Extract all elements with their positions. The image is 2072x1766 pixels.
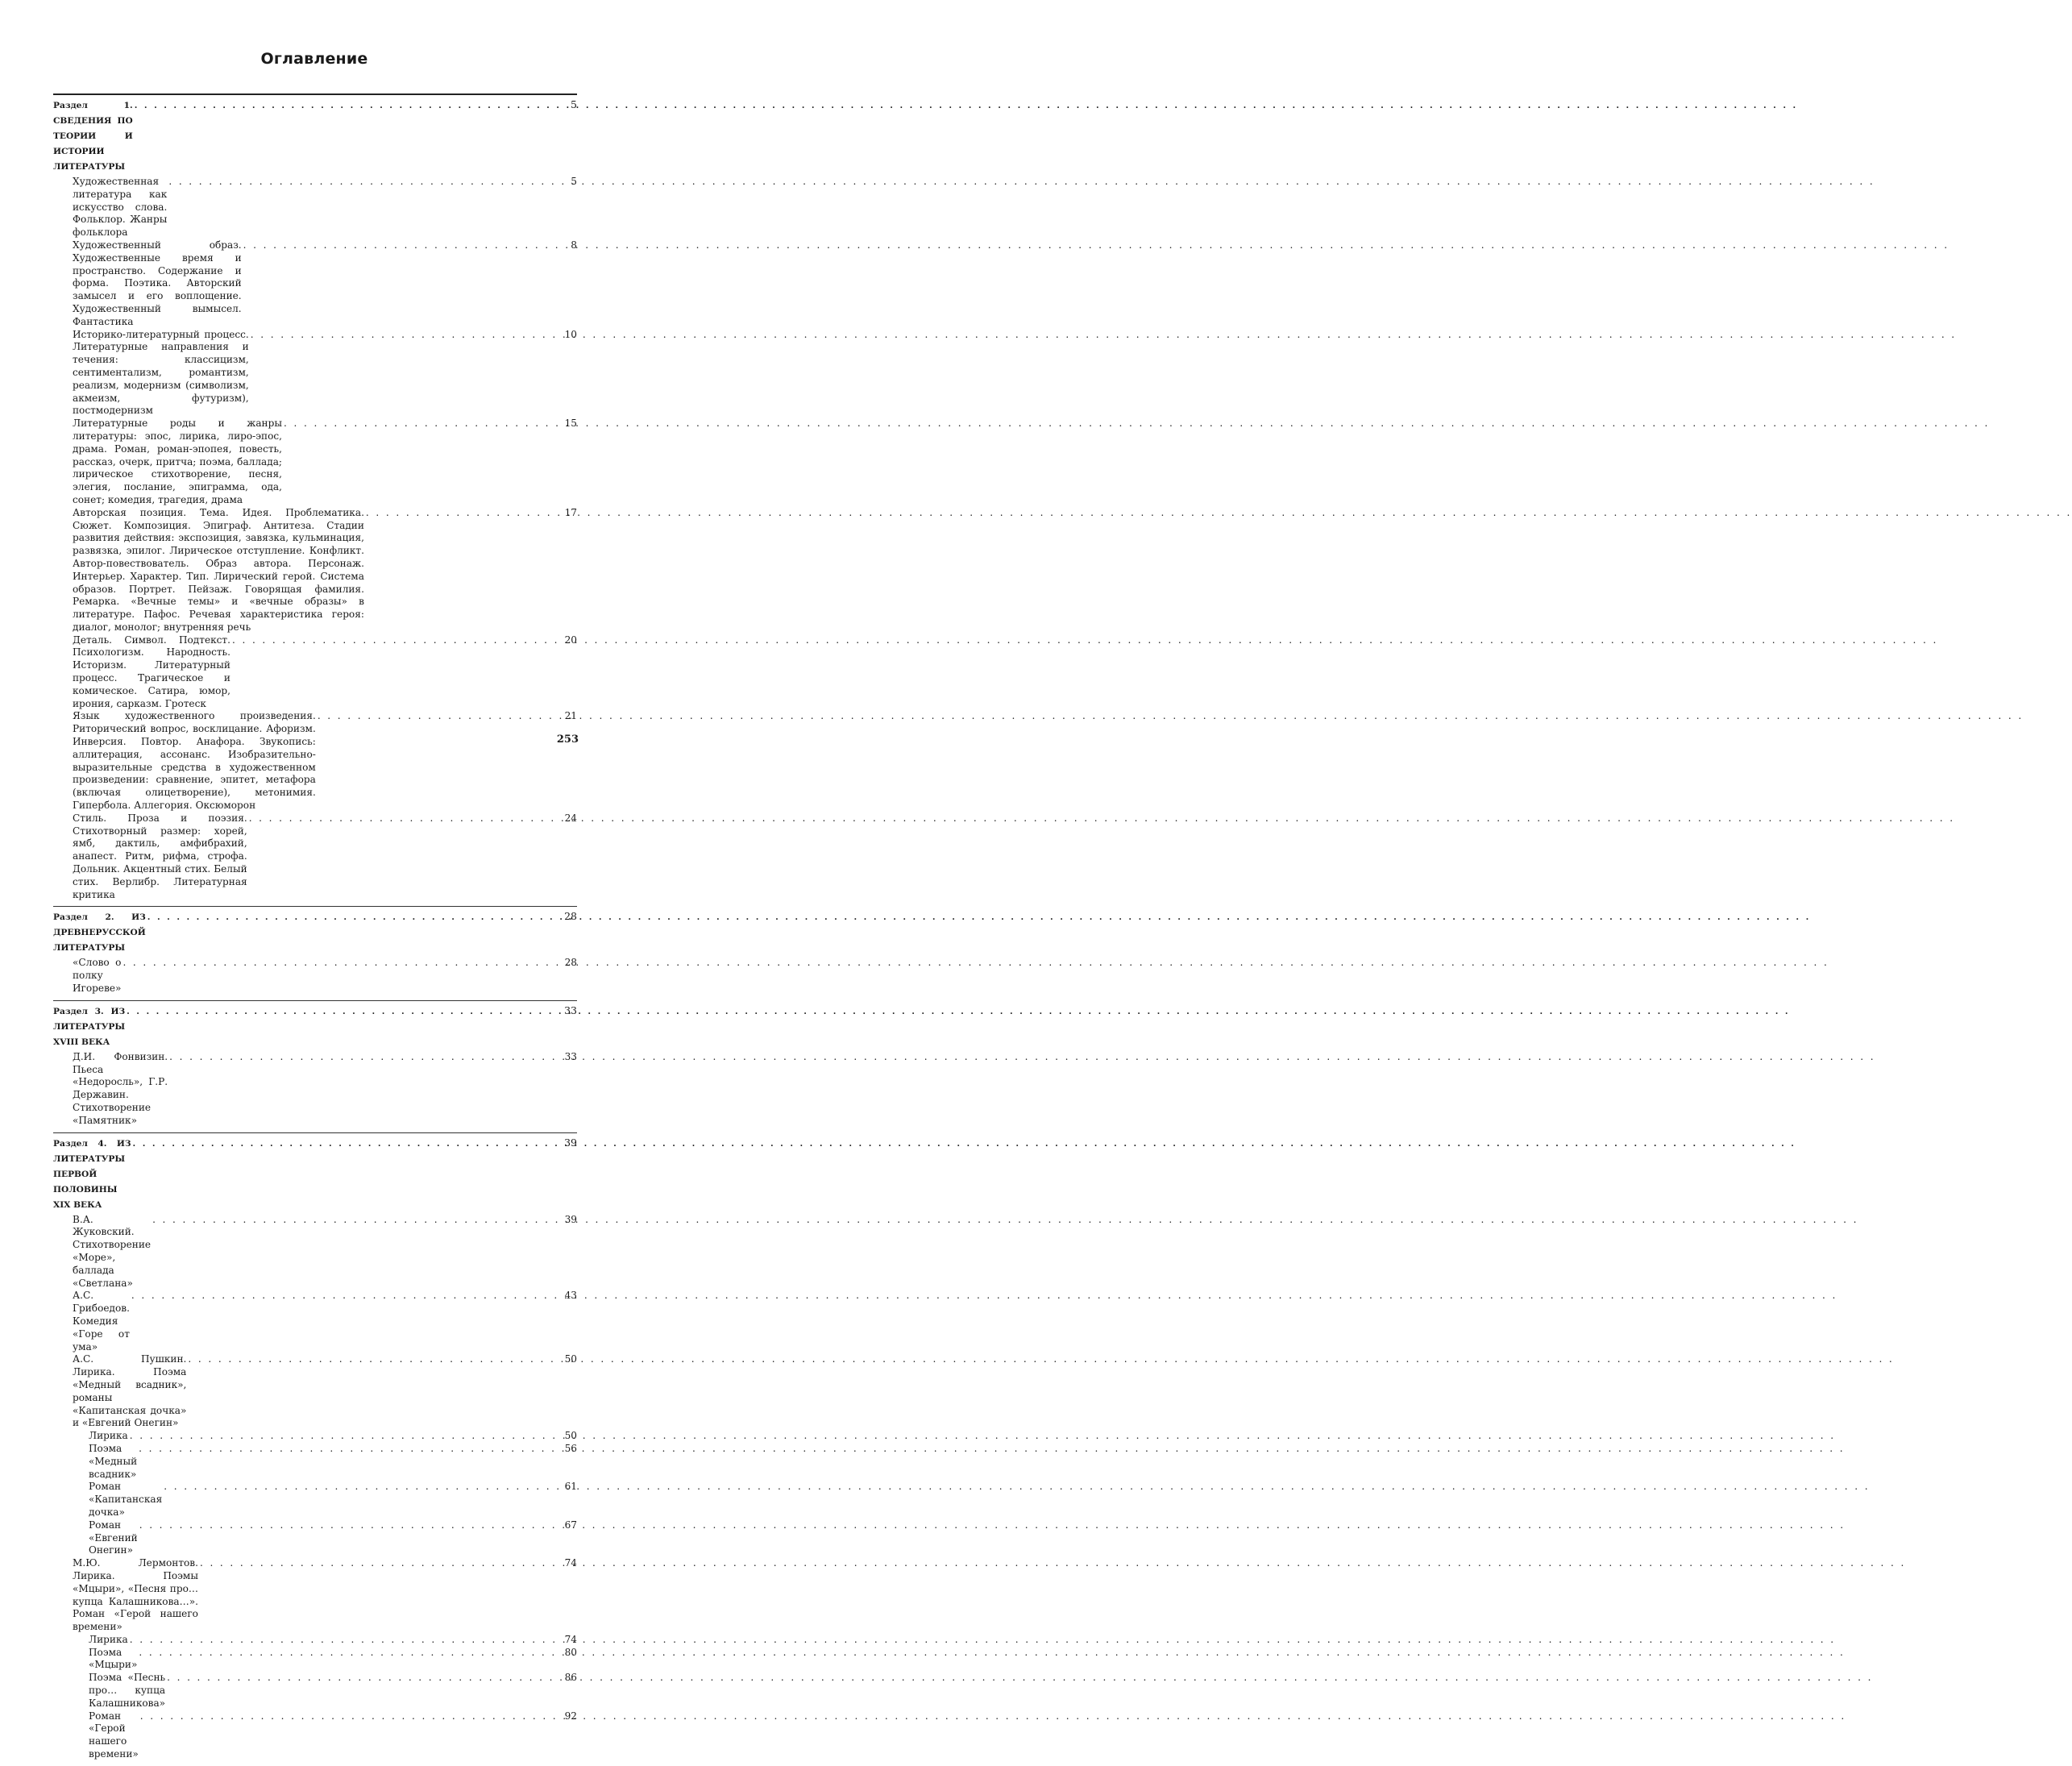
toc-subentry[interactable] xyxy=(53,1710,577,1761)
toc-subentry[interactable] xyxy=(53,1519,577,1557)
toc-section xyxy=(53,95,577,906)
entry-page-number: 5 xyxy=(571,176,577,187)
entry-page-number: 50 xyxy=(564,1430,577,1442)
entry-page-number: 33 xyxy=(564,1050,577,1062)
entry-title: М.Ю. Лермонтов. Лирика. Поэмы «Мцыри», «Песня про… купца Калашникова…». Роман «Герой нашего времени» xyxy=(73,1557,198,1633)
toc-entry[interactable] xyxy=(53,957,577,995)
leader-dots xyxy=(164,1481,558,1494)
leader-dots xyxy=(169,1051,558,1064)
entry-page-number: 43 xyxy=(564,1290,577,1302)
entry-page-number: 74 xyxy=(564,1557,577,1569)
entry-title: Авторская позиция. Тема. Идея. Проблематика. Сюжет. Композиция. Эпиграф. Антитеза. Стадии развития действия: экспозиция, завязка, кульминация, развязка, эпилог. Лирическое отступление. Конфликт. Автор-повествователь. Образ автора. Персонаж. Интерьер. Характер. Тип. Лирический герой. Система образов. Портрет. Пейзаж. Говорящая фамилия. Ремарка. «Вечные темы» и «вечные образы» в литературе. Пафос. Речевая характеристика героя: диалог, монолог; внутренняя речь xyxy=(73,506,364,633)
leader-dots xyxy=(366,507,558,520)
leader-dots xyxy=(168,176,558,189)
toc-subentry[interactable] xyxy=(53,1443,577,1481)
leader-dots xyxy=(139,1443,558,1456)
entry-page-number: 39 xyxy=(564,1213,577,1225)
entry-title: Язык художественного произведения. Риторический вопрос, восклицание. Афоризм. Инверсия. Повтор. Анафора. Звукопись: аллитерация, ассонанс. Изобразительно-выразительные средства в художественном произведении: сравнение, эпитет, метафора (включая олицетворение), метонимия. Гипербола. Аллегория. Оксюморон xyxy=(73,710,316,812)
entry-title: Лирика xyxy=(89,1633,128,1645)
leader-dots xyxy=(130,1430,558,1443)
entry-title: Историко-литературный процесс. Литературные направления и течения: классицизм, сентиментализм, романтизм, реализм, модернизм (символизм, акмеизм, футуризм), постмодернизм xyxy=(73,328,249,417)
leader-dots xyxy=(127,1004,558,1020)
leader-dots xyxy=(140,1710,558,1723)
section-page-number: 5 xyxy=(571,98,577,110)
leader-dots xyxy=(251,329,558,342)
section-heading-row[interactable] xyxy=(53,1135,577,1213)
leader-dots xyxy=(318,710,558,723)
entry-title: «Слово о полку Игореве» xyxy=(73,957,122,995)
page-number: 253 xyxy=(556,733,579,746)
section-page-number: 28 xyxy=(564,910,577,923)
leader-dots xyxy=(243,239,558,252)
toc-entry[interactable] xyxy=(53,418,577,507)
toc-section xyxy=(53,907,577,999)
leader-dots xyxy=(232,634,558,647)
section-heading: Раздел 1. СВЕДЕНИЯ ПО ТЕОРИИ И ИСТОРИИ ЛИТЕРАТУРЫ xyxy=(53,101,133,172)
section-heading: Раздел 2. ИЗ ДРЕВНЕРУССКОЙ ЛИТЕРАТУРЫ xyxy=(53,912,146,954)
leader-dots xyxy=(130,1634,558,1647)
section-heading: Раздел 4. ИЗ ЛИТЕРАТУРЫ ПЕРВОЙ ПОЛОВИНЫ XIX ВЕКА xyxy=(53,1138,131,1210)
entry-title: Д.И. Фонвизин. Пьеса «Недоросль», Г.Р. Державин. Стихотворение «Памятник» xyxy=(73,1050,168,1126)
toc-entry[interactable] xyxy=(53,239,577,329)
entry-title: Поэма «Медный всадник» xyxy=(89,1442,138,1480)
entry-title: Стиль. Проза и поэзия. Стихотворный размер: хорей, ямб, дактиль, амфибрахий, анапест. Ритм, рифма, строфа. Дольник. Акцентный стих. Белый стих. Верлибр. Литературная критика xyxy=(73,812,247,900)
leader-dots xyxy=(133,1136,558,1152)
entry-title: В.А. Жуковский. Стихотворение «Море», баллада «Светлана» xyxy=(73,1213,152,1289)
toc-section xyxy=(53,1133,577,1766)
leader-dots xyxy=(152,1214,558,1227)
leader-dots xyxy=(284,418,558,430)
toc-entry[interactable] xyxy=(53,176,577,239)
leader-dots xyxy=(131,1290,558,1303)
toc-section xyxy=(53,1001,577,1132)
entry-title: Роман «Капитанская дочка» xyxy=(89,1481,163,1518)
leader-dots xyxy=(167,1672,558,1685)
toc-entry[interactable] xyxy=(53,1290,577,1353)
toc-entry[interactable] xyxy=(53,329,577,418)
entry-title: Лирика xyxy=(89,1430,128,1442)
toc-subentry[interactable] xyxy=(53,1634,577,1647)
entry-page-number: 56 xyxy=(564,1442,577,1454)
entry-title: А.С. Грибоедов. Комедия «Горе от ума» xyxy=(73,1290,130,1353)
entry-page-number: 15 xyxy=(564,418,577,430)
leader-dots xyxy=(135,98,558,114)
entry-title: Поэма «Мцыри» xyxy=(89,1646,138,1671)
section-heading-row[interactable] xyxy=(53,97,577,175)
entry-page-number: 50 xyxy=(564,1353,577,1365)
entry-page-number: 61 xyxy=(564,1481,577,1493)
entry-page-number: 24 xyxy=(564,812,577,824)
entry-page-number: 86 xyxy=(564,1672,577,1684)
leader-dots xyxy=(139,1647,558,1660)
entry-page-number: 21 xyxy=(564,710,577,722)
entry-page-number: 28 xyxy=(564,957,577,969)
leader-dots xyxy=(147,910,558,925)
toc-subentry[interactable] xyxy=(53,1430,577,1443)
toc-entry[interactable] xyxy=(53,1051,577,1128)
toc-entry[interactable] xyxy=(53,1557,577,1634)
entry-page-number: 74 xyxy=(564,1633,577,1645)
entry-title: Художественная литература как искусство слова. Фольклор. Жанры фольклора xyxy=(73,176,168,239)
toc-entry[interactable] xyxy=(53,507,577,634)
toc-entry[interactable] xyxy=(53,634,577,711)
leader-dots xyxy=(249,812,558,825)
leader-dots xyxy=(188,1353,558,1366)
entry-page-number: 92 xyxy=(564,1710,577,1722)
table-of-contents xyxy=(53,93,577,1766)
entry-title: Роман «Герой нашего времени» xyxy=(89,1710,139,1760)
toc-subentry[interactable] xyxy=(53,1672,577,1710)
leader-dots xyxy=(200,1557,558,1570)
entry-title: Литературные роды и жанры литературы: эпос, лирика, лиро-эпос, драма. Роман, роман-эпопея, повесть, рассказ, очерк, притча; поэма, баллада; лирическое стихотворение, песня, элегия, послание, эпиграмма, ода, сонет; комедия, трагедия, драма xyxy=(73,418,282,505)
toc-subentry[interactable] xyxy=(53,1481,577,1519)
leader-dots xyxy=(122,957,558,970)
toc-entry[interactable] xyxy=(53,1214,577,1290)
section-heading-row[interactable] xyxy=(53,908,577,956)
toc-subentry[interactable] xyxy=(53,1647,577,1673)
toc-entry[interactable] xyxy=(53,710,577,812)
page-title: Оглавление xyxy=(260,50,368,68)
entry-page-number: 8 xyxy=(571,239,577,251)
section-page-number: 39 xyxy=(564,1136,577,1149)
toc-entry[interactable] xyxy=(53,1353,577,1430)
entry-page-number: 80 xyxy=(564,1646,577,1658)
entry-page-number: 67 xyxy=(564,1519,577,1531)
entry-page-number: 10 xyxy=(564,328,577,340)
entry-title: Поэма «Песнь про… купца Калашникова» xyxy=(89,1672,166,1709)
entry-page-number: 17 xyxy=(564,506,577,518)
entry-title: Деталь. Символ. Подтекст. Психологизм. Народность. Историзм. Литературный процесс. Трагическое и комическое. Сатира, юмор, ирония, сарказм. Гротеск xyxy=(73,634,230,709)
entry-title: Роман «Евгений Онегин» xyxy=(89,1519,138,1556)
toc-entry[interactable] xyxy=(53,812,577,902)
entry-title: А.С. Пушкин. Лирика. Поэма «Медный всадник», романы «Капитанская дочка» и «Евгений Онегин» xyxy=(73,1353,187,1429)
section-heading: Раздел 3. ИЗ ЛИТЕРАТУРЫ XVIII ВЕКА xyxy=(53,1006,126,1047)
entry-title: Художественный образ. Художественные время и пространство. Содержание и форма. Поэтика. Авторский замысел и его воплощение. Художественный вымысел. Фантастика xyxy=(73,239,242,327)
leader-dots xyxy=(139,1519,558,1532)
entry-page-number: 20 xyxy=(564,634,577,646)
section-page-number: 33 xyxy=(564,1004,577,1016)
section-heading-row[interactable] xyxy=(53,1003,577,1050)
